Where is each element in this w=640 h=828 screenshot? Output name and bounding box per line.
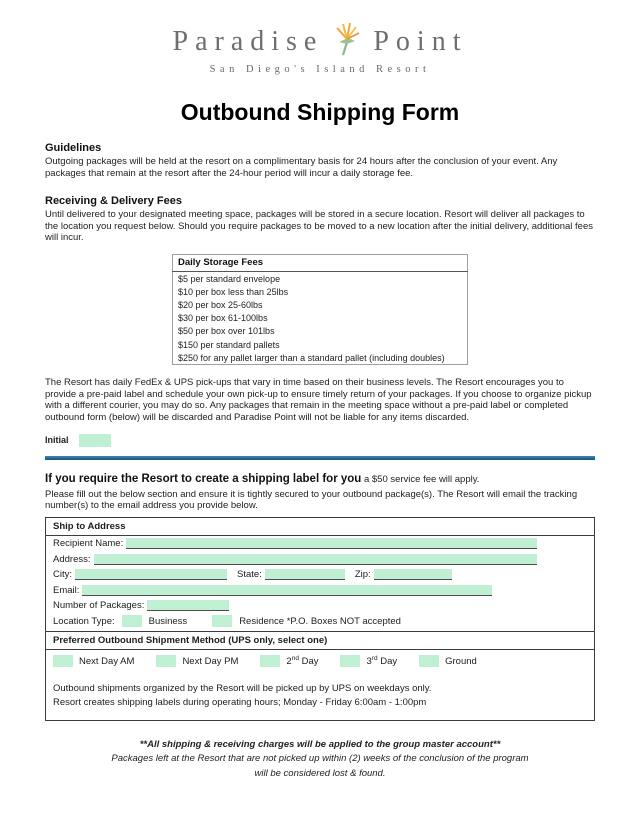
shipment-method-header: Preferred Outbound Shipment Method (UPS only, select one) [46, 631, 594, 650]
business-label: Business [148, 615, 188, 627]
next-day-pm-label: Next Day PM [182, 655, 239, 667]
zip-label: Zip: [354, 569, 371, 581]
residence-checkbox[interactable] [212, 615, 232, 627]
recipient-name-label: Recipient Name: [53, 538, 124, 550]
shipment-method-options [46, 650, 594, 668]
table-row: $30 per box 61-100lbs [178, 313, 268, 324]
state-field[interactable] [265, 569, 345, 580]
table-row: $10 per box less than 25lbs [178, 286, 289, 297]
ship-to-address-form [45, 517, 595, 721]
next-day-am-checkbox[interactable] [53, 655, 73, 667]
logo-word-point: Point [373, 26, 468, 57]
section-divider [45, 456, 595, 460]
ups-weekdays-note: Outbound shipments organized by the Resort will be picked up by UPS on weekdays only. [53, 682, 432, 694]
address-field[interactable] [94, 554, 538, 565]
resort-logo [0, 0, 640, 75]
city-label: City: [53, 569, 72, 581]
receiving-fees-heading: Receiving & Delivery Fees [45, 195, 182, 208]
city-field[interactable] [75, 569, 227, 580]
email-label: Email: [53, 584, 80, 596]
operating-hours-note: Resort creates shipping labels during operating hours; Monday - Friday 6:00am - 1:00pm [53, 696, 427, 708]
location-type-label: Location Type: [53, 615, 115, 627]
ship-to-address-header: Ship to Address [46, 518, 594, 536]
packages-field[interactable] [147, 600, 229, 611]
third-day-checkbox[interactable] [340, 655, 360, 667]
recipient-row [46, 536, 594, 552]
ground-checkbox[interactable] [419, 655, 439, 667]
city-state-zip-row [46, 567, 594, 583]
second-day-label: 2nd Day [286, 654, 319, 667]
next-day-am-label: Next Day AM [79, 655, 135, 667]
state-label: State: [237, 569, 262, 581]
table-row: $50 per box over 101lbs [178, 326, 275, 337]
packages-row [46, 598, 594, 614]
address-row [46, 551, 594, 567]
daily-storage-fees-table [172, 254, 468, 365]
table-row: $5 per standard envelope [178, 273, 281, 284]
initial-field[interactable] [79, 434, 111, 447]
table-row: $250 for any pallet larger than a standard pallet (including doubles) [178, 352, 445, 363]
pickup-policy-text: The Resort has daily FedEx & UPS pick-ups that vary in time based on their business levels. The Resort encourages you to provide a pre-paid label and schedule your own pick-up to ensure timely return of your packages. If you choose to organize pickup with a different courier, you may do so. Any packages that remain in the meeting space without a pre-paid label or completed outbound form (below) will be discarded and Paradise Point will not be liable for any items discarded. [45, 377, 592, 424]
address-label: Address: [53, 553, 91, 565]
table-row: $150 per standard pallets [178, 339, 280, 350]
business-checkbox[interactable] [122, 615, 142, 627]
second-day-checkbox[interactable] [260, 655, 280, 667]
guidelines-heading: Guidelines [45, 142, 102, 154]
initial-row [45, 434, 595, 447]
fees-table-header: Daily Storage Fees [173, 254, 468, 271]
ground-label: Ground [445, 655, 477, 667]
master-account-note: **All shipping & receiving charges will be applied to the group master account** [139, 738, 501, 750]
shipment-notes [46, 668, 594, 720]
shipping-label-text: Please fill out the below section and ensure it is tightly secured to your outbound package(s). The Resort will email the tracking number(s) to the email address you provide below. [45, 488, 578, 512]
location-type-row [46, 613, 594, 629]
initial-label: Initial [45, 435, 69, 446]
lost-found-note-line2: will be considered lost & found. [254, 767, 386, 779]
email-field[interactable] [82, 585, 492, 596]
page-title: Outbound Shipping Form [180, 99, 460, 125]
email-row [46, 582, 594, 598]
packages-label: Number of Packages: [53, 600, 145, 612]
lost-found-note-line1: Packages left at the Resort that are not picked up within (2) weeks of the conclusion of the program [111, 753, 529, 765]
table-row: $20 per box 25-60lbs [178, 299, 263, 310]
third-day-label: 3rd Day [366, 654, 398, 667]
next-day-pm-checkbox[interactable] [156, 655, 176, 667]
zip-field[interactable] [374, 569, 452, 580]
logo-word-paradise: Paradise [172, 26, 324, 57]
recipient-name-field[interactable] [126, 538, 537, 549]
guidelines-text: Outgoing packages will be held at the resort on a complimentary basis for 24 hours after the conclusion of your event. Any packages that remain at the resort after the 24-hour period will incur a daily storage fee. [45, 156, 558, 179]
receiving-fees-text: Until delivered to your designated meeting space, packages will be stored in a secure location. Resort will deliver all packages to the location you request below. Should you require packages to be moved to a new location after the initial delivery, additional fees will incur. [45, 209, 593, 244]
logo-tagline: San Diego's Island Resort [209, 64, 431, 75]
footer-notes [45, 738, 595, 782]
shipping-label-heading: If you require the Resort to create a shipping label for you a $50 service fee will apply. [45, 472, 480, 485]
bird-of-paradise-icon [333, 22, 363, 56]
residence-label: Residence *P.O. Boxes NOT accepted [239, 615, 401, 627]
